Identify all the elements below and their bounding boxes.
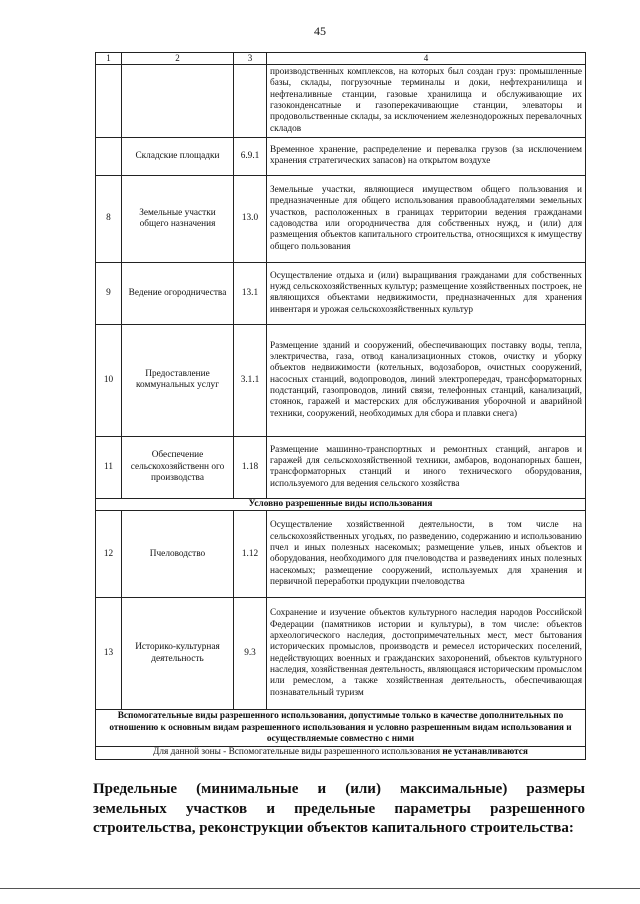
use-code: 13.0 [234,175,267,262]
use-description: Сохранение и изучение объектов культурного наследия народов Российской Федерации (памятников истории и культуры), в том числе: объектов археологического наследия, достопримечательных мест, мест бытования исторических промыслов, производств и ремесел исторических поселений, недействующих военных и гражданских захоронений, объектов культурного наследия, хозяйственная деятельность, являющаяся историческим промыслом или ремеслом, а также хозяйственная деятельность, обеспечивающая познавательный туризм [267,598,586,710]
page-bottom-rule [0,888,640,889]
use-description: Земельные участки, являющиеся имуществом общего пользования и предназначенные для общего использования правообладателями земельных участков, расположенных в границах территории ведения гражданами садоводства или огородничества для собственных нужд, и (или) для размещения объектов капитального строительства, относящихся к имуществу общего пользования [267,175,586,262]
row-number: 10 [96,324,122,436]
use-description: производственных комплексов, на которых был создан груз: промышленные базы, склады, погрузочные терминалы и доки, нефтехранилища и нефтеналивные станции, газовые хранилища и обслуживающие их газоконденсатные и газоперекачивающие станции, элеваторы и продовольственные склады, за исключением железнодорожных перевалочных складов [267,64,586,137]
row-number [96,137,122,175]
column-header: 2 [122,53,234,65]
table-row [96,511,586,598]
use-code: 13.1 [234,262,267,324]
section-heading-row [96,498,586,510]
table-row [96,64,586,137]
use-description: Временное хранение, распределение и перевалка грузов (за исключением хранения стратегических запасов) на открытом воздухе [267,137,586,175]
table-header-row [96,53,586,65]
row-number: 11 [96,436,122,498]
table-row [96,262,586,324]
zone-note-prefix: Для данной зоны - Вспомогательные виды разрешенного использования [153,747,441,758]
use-code: 1.18 [234,436,267,498]
use-code: 9.3 [234,598,267,710]
column-header: 3 [234,53,267,65]
row-number: 9 [96,262,122,324]
page-number: 45 [314,24,326,38]
use-name: Пчеловодство [122,511,234,598]
column-header: 4 [267,53,586,65]
footer-heading: Предельные (минимальные и (или) максимальные) размеры земельных участков и предельные параметры разрешенного строительства, реконструкции объектов капитального строительства: [93,781,585,836]
table-row [96,175,586,262]
table-row [96,324,586,436]
row-number: 13 [96,598,122,710]
use-description: Размещение машинно-транспортных и ремонтных станций, ангаров и гаражей для сельскохозяйственной техники, амбаров, водонапорных башен, трансформаторных станций и иного технического оборудования, используемого для ведения сельского хозяйства [267,436,586,498]
use-description: Осуществление хозяйственной деятельности, в том числе на сельскохозяйственных угодьях, по разведению, содержанию и использованию пчел и иных полезных насекомых; размещение ульев, иных объектов и оборудования, необходимого для пчеловодства и разведениях иных полезных насекомых; размещение сооружений, используемых для хранения и первичной переработки продукции пчеловодства [267,511,586,598]
use-name [122,64,234,137]
use-name: Ведение огородничества [122,262,234,324]
use-name: Земельные участки общего назначения [122,175,234,262]
use-description: Размещение зданий и сооружений, обеспечивающих поставку воды, тепла, электричества, газа, отвод канализационных стоков, очистку и уборку объектов недвижимости (котельных, водозаборов, очистных сооружений, насосных станций, водопроводов, линий электропередач, трансформаторных подстанций, газопроводов, линий связи, телефонных станций, канализаций, стоянок, гаражей и мастерских для обслуживания уборочной и аварийной техники, сооружений, необходимых для сбора и плавки снега) [267,324,586,436]
zone-note-row [96,747,586,759]
section-heading: Условно разрешенные виды использования [96,498,586,510]
zone-note [96,747,586,759]
row-number [96,64,122,137]
table-row [96,598,586,710]
use-code: 1.12 [234,511,267,598]
aux-heading-row [96,710,586,747]
column-header: 1 [96,53,122,65]
aux-heading: Вспомогательные виды разрешенного использования, допустимые только в качестве дополнительных по отношению к основным видам разрешенного использования и условно разрешенным видам использования и осуществляемые совместно с ними [96,710,586,747]
use-code: 6.9.1 [234,137,267,175]
row-number: 8 [96,175,122,262]
table-row [96,137,586,175]
use-description: Осуществление отдыха и (или) выращивания гражданами для собственных нужд сельскохозяйственных культур; размещение хозяйственных построек, не являющихся объектами недвижимости, предназначенных для хранения инвентаря и урожая сельскохозяйственных культур [267,262,586,324]
table-row [96,436,586,498]
use-name: Обеспечение сельскохозяйственн ого производства [122,436,234,498]
use-code [234,64,267,137]
use-name: Историко-культурная деятельность [122,598,234,710]
land-use-table [95,52,586,760]
zone-note-bold: не устанавливаются [442,747,528,758]
row-number: 12 [96,511,122,598]
use-name: Складские площадки [122,137,234,175]
use-name: Предоставление коммунальных услуг [122,324,234,436]
use-code: 3.1.1 [234,324,267,436]
